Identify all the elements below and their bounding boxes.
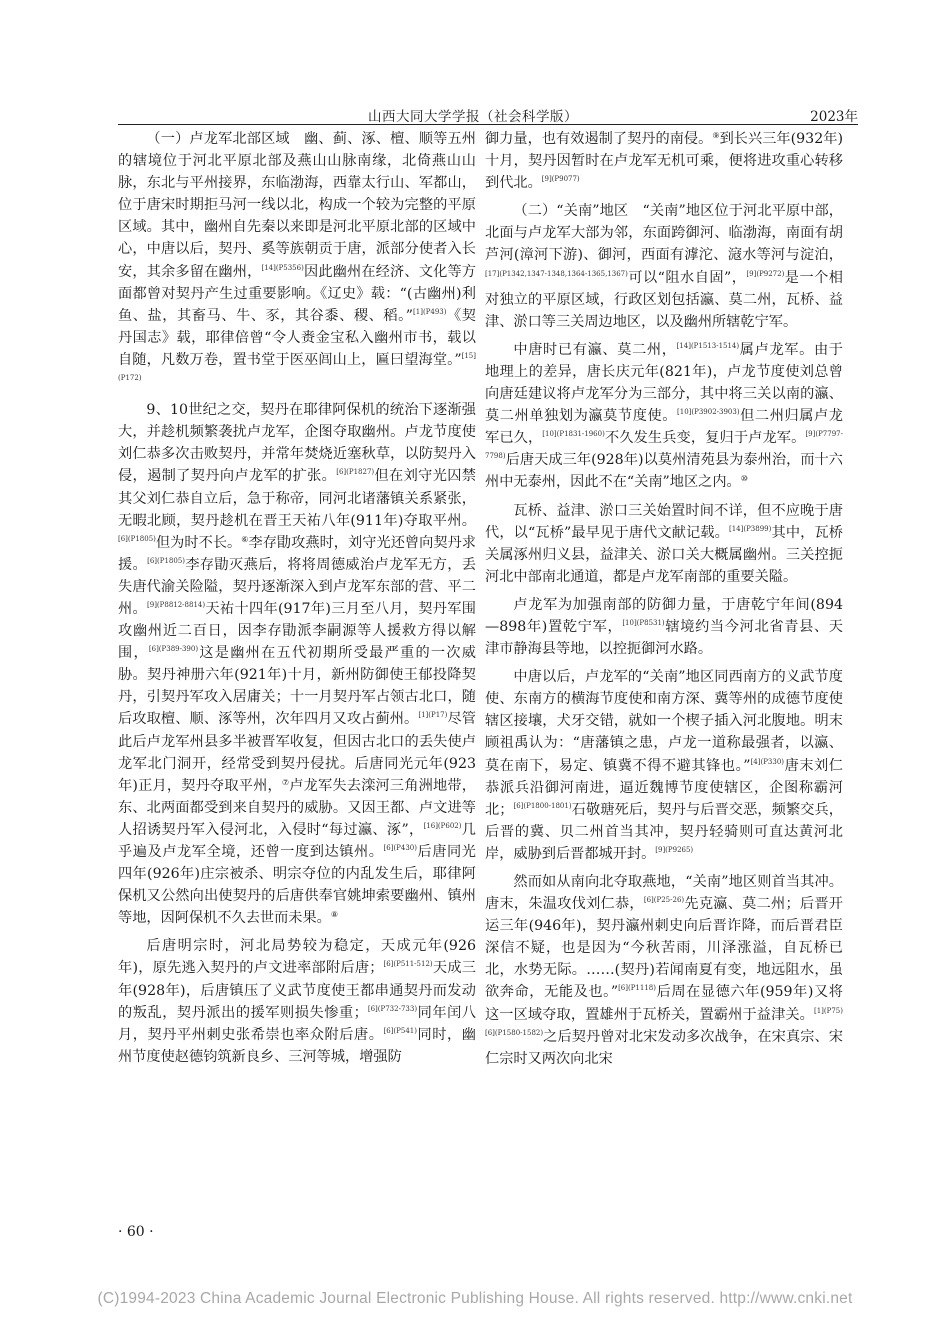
citation: [17](P1342,1347-1348,1364-1365,1367) [485,269,628,278]
citation: [6](P1805) [147,556,186,565]
citation: [9](P7797-7798) [485,430,843,461]
paragraph: （二）“关南”地区 “关南”地区位于河北平原中部，北面与卢龙军大部为邻，东面跨御河、临渤海，南面有胡芦河(漳河下游)、御河，西面有滹沱、滱水等河与淀泊，$^{[17](P1342,1347-1348,1364-1365,1367)}$可以“阻水自固”，$^{[9](P9272)}$是一个相对独立的平原区域，行政区划包括瀛、莫二州，瓦桥、益津、淤口等三关周边地区，以及幽州所辖乾宁军。 [485,203,843,330]
page-number: · 60 · [118,1224,154,1240]
citation: [6](P1118) [618,984,656,993]
citation: [1](P493) [413,307,447,316]
issue-year: 2023年 [810,109,858,125]
citation: [6](P732-733) [367,1004,418,1013]
citation: [15](P172) [118,351,476,383]
citation: [6](P511-512) [383,960,433,969]
paragraph: 中唐时已有瀛、莫二州，$^{[14](P1513-1514)}$属卢龙军。由于地理上的差异，唐长庆元年(821年)，卢龙节度使刘总曾向唐廷建议将卢龙军分为三部分，其中将三关以南的瀛、莫二州单独划为瀛莫节度使。$^{[10](P3902-3903)}$但二州归属卢龙军已久，$^{[10](P1831-1960)}$不久发生兵变，复归于卢龙军。$^{[9](P7797-7798)}$后唐天成三年(928年)以莫州清苑县为泰州治，而十六州中无泰州，因此不在“关南”地区之内。⑩ [485,341,843,491]
paragraph: 后唐明宗时，河北局势较为稳定，天成元年(926年)，原先逃入契丹的卢文进率部附后唐；$^{[6](P511-512)}$天成三年(928年)，后唐镇压了义武节度使王都串通契丹而发动的叛乱，契丹派出的援军则损失惨重；$^{[6](P732-733)}$同年闰八月，契丹平州刺史张希崇也率众附后唐。$^{[6](P541)}$同时，幽州节度使赵德钧筑新良乡、三河等城，增强防 [118,938,476,1065]
paragraph: 中唐以后，卢龙军的“关南”地区同西南方的义武节度使、东南方的横海节度使和南方深、冀等州的成德节度使辖区接壤，犬牙交错，就如一个楔子插入河北腹地。明末顾祖禹认为：“唐藩镇之患，卢龙一道称最强者，以瀛、莫在南下，易定、镇冀不得不避其锋也。”$^{[4](P330)}$唐末刘仁恭派兵沿御河南进，逼近魏博节度使辖区，企图称霸河北；$^{[6](P1800-1801)}$石敬瑭死后，契丹与后晋交恶，频繁交兵，后晋的冀、贝二州首当其冲，契丹轻骑则可直达黄河北岸，威胁到后晋都城开封。$^{[9](P9265)}$ [485,669,843,862]
citation: [10](P1831-1960) [542,430,605,439]
citation: [10](P8531) [622,618,665,627]
citation: [9](P8812-8814) [147,600,206,609]
citation: [6](P25-26) [643,896,685,905]
citation: [9](P9272) [746,269,785,278]
endnote-marker: ⑩ [740,474,748,484]
citation: [6](P1827) [336,468,375,477]
citation: [6](P1800-1801) [513,801,572,810]
right-column [485,128,843,1070]
citation: [9](P9077) [541,175,580,184]
citation: [6](P389-390) [148,645,199,654]
journal-title: 山西大同大学学报（社会科学版） [368,109,578,125]
left-column [118,128,476,1068]
endnote-marker: ⑥ [241,534,249,544]
header-divider [118,124,858,125]
paragraph: （一）卢龙军北部区域 幽、蓟、涿、檀、顺等五州的辖境位于河北平原北部及燕山山脉南缘，北倚燕山山脉，东北与平州接界，东临渤海，西靠太行山、军都山，位于唐宋时期拒马河一线以北，构成一个较为完整的平原区域。其中，幽州自先秦以来即是河北平原北部的区域中心，中唐以后，契丹、奚等族朝贡于唐，派部分使者入长安，其余多留在幽州，$^{[14](P5356)}$因此幽州在经济、文化等方面都曾对契丹产生过重要影响。《辽史》载：“(古幽州)利鱼、盐，其畜马、牛、豕，其谷黍、稷、稻。”$^{[1](P493)}$《契丹国志》载，耶律倍曾“令人赉金宝私入幽州市书，载以自随，凡数万卷，置书堂于医巫闾山上，匾曰望海堂。”$^{[15](P172)}$ [118,131,476,383]
citation: [16](P602) [423,821,462,830]
endnote-marker: ⑦ [281,777,290,787]
citation: [14](P1513-1514) [676,341,740,350]
citation: [1](P17) [418,711,448,720]
endnote-marker: ⑨ [712,131,720,140]
running-header [118,103,858,123]
citation: [10](P3902-3903) [677,408,740,417]
citation: [4](P330) [750,757,785,766]
copyright-footer: (C)1994-2023 China Academic Journal Electronic Publishing House. All rights reserved. http://www.cnki.net [97,1290,853,1307]
citation: [9](P9265) [655,845,694,854]
endnote-marker: ⑧ [330,910,338,920]
paragraph: 9、10世纪之交，契丹在耶律阿保机的统治下逐渐强大，并趁机频繁袭扰卢龙军，企图夺取幽州。卢龙节度使刘仁恭多次击败契丹，并常年焚烧近塞秋草，以防契丹入侵，遏制了契丹向卢龙军的扩张。$^{[6](P1827)}$但在刘守光囚禁其父刘仁恭自立后，急于称帝，同河北诸藩镇关系紧张，无暇北顾，契丹趁机在晋王天祐八年(911年)夺取平州。$^{[6](P1805)}$但为时不长。⑥李存勖攻燕时，刘守光还曾向契丹求援。$^{[6](P1805)}$李存勖灭燕后，将将周德威治卢龙军无方，丢失唐代渝关险隘，契丹逐渐深入到卢龙军东部的营、平二州。$^{[9](P8812-8814)}$天祐十四年(917年)三月至八月，契丹军围攻幽州近二百日，因李存勖派李嗣源等人援救方得以解围，$^{[6](P389-390)}$这是幽州在五代初期所受最严重的一次威胁。契丹神册六年(921年)十月，新州防御使王郁投降契丹，引契丹军攻入居庸关；十一月契丹军占领古北口，随后攻取檀、顺、涿等州，次年四月又攻占蓟州。$^{[1](P17)}$尽管此后卢龙军州县多半被晋军收复，但因古北口的丢失使卢龙军北门洞开，经常受到契丹侵扰。后唐同光元年(923年)正月，契丹夺取平州，⑦卢龙军失去滦河三角洲地带，东、北两面都受到来自契丹的威胁。又因王都、卢文进等人招诱契丹军入侵河北，入侵时“每过瀛、涿”，$^{[16](P602)}$几乎遍及卢龙军全境，还曾一度到达镇州。$^{[6](P430)}$后唐同光四年(926年)庄宗被杀、明宗夺位的内乱发生后，耶律阿保机又公然向出使契丹的后唐供奉官姚坤索要幽州、镇州等地，因阿保机不久去世而未果。⑧ [118,402,476,927]
citation: [14](P5356) [261,263,304,272]
citation: [1](P75)[6](P1580-1582) [485,1006,843,1037]
citation: [6](P541) [383,1026,417,1035]
paragraph: 然而如从南向北夺取燕地，“关南”地区则首当其冲。唐末，朱温攻伐刘仁恭，$^{[6](P25-26)}$先克瀛、莫二州；后晋开运三年(946年)，契丹瀛州刺史向后晋诈降，而后晋君臣深信不疑，也是因为“今秋苦雨，川泽涨溢，自瓦桥已北，水势无际。……(契丹)若闻南夏有变，地远阻水，虽欲奔命，无能及也。”$^{[6](P1118)}$后周在显德六年(959年)又将这一区域夺取，置雄州于瓦桥关，置霸州于益津关。$^{[1](P75)[6](P1580-1582)}$之后契丹曾对北宋发动多次战争，在宋真宗、宋仁宗时又两次向北宋 [485,874,843,1067]
citation: [6](P1805) [118,534,156,543]
paragraph: 卢龙军为加强南部的防御力量，于唐乾宁年间(894—898年)置乾宁军，$^{[10](P8531)}$辖境约当今河北省青县、天津市静海县等地，以控扼御河水路。 [485,596,843,658]
citation: [6](P430) [383,844,417,852]
paragraph: 御力量，也有效遏制了契丹的南侵。⑨到长兴三年(932年)十月，契丹因暂时在卢龙军无机可乘，便将进攻重心转移到代北。$^{[9](P9077)}$ [485,131,843,192]
citation: [14](P3899) [729,524,772,533]
paragraph: 瓦桥、益津、淤口三关始置时间不详，但不应晚于唐代，以“瓦桥”最早见于唐代文献记载。$^{[14](P3899)}$其中，瓦桥关属涿州归义县，益津关、淤口关大概属幽州。三关控扼河北中部南北通道，都是卢龙军南部的重要关隘。 [485,502,843,585]
